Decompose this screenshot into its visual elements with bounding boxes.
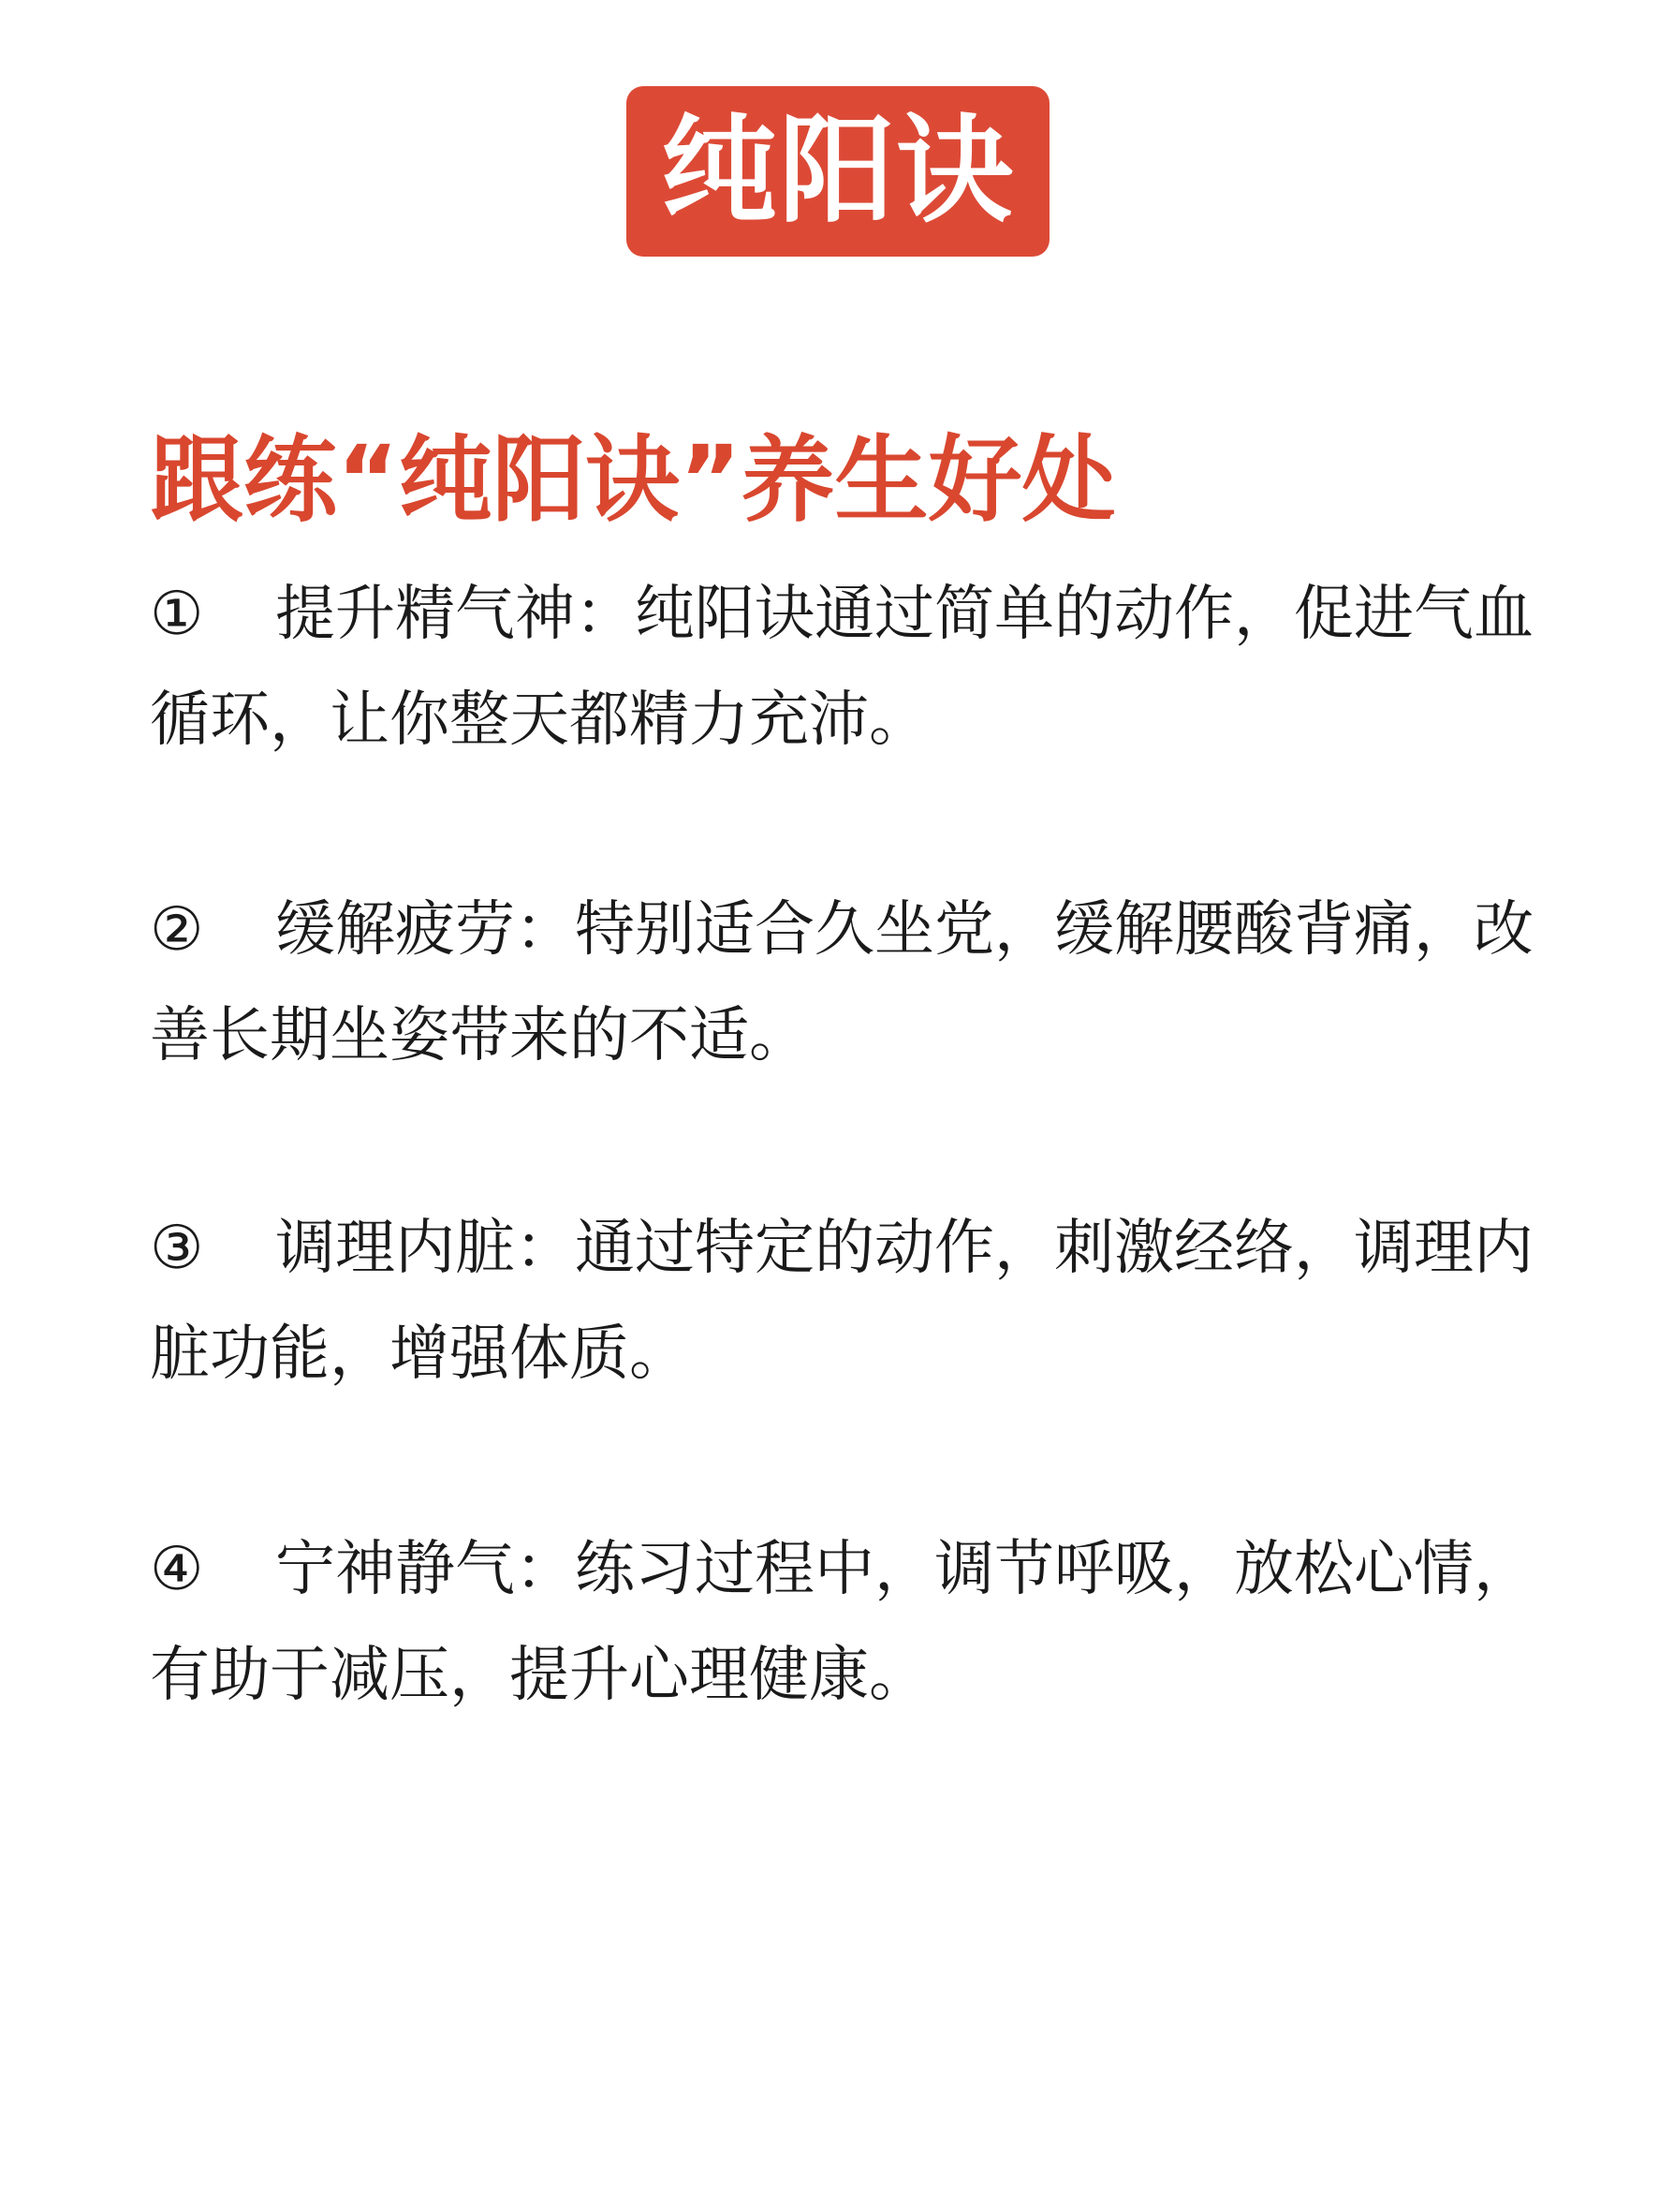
item-text: 提升精气神：纯阳诀通过简单的动作，促进气血循环，让你整天都精力充沛。	[150, 580, 1534, 755]
item-text: 宁神静气：练习过程中，调节呼吸，放松心情，有助于减压，提升心理健康。	[150, 1535, 1534, 1710]
item-number: ④	[150, 1535, 204, 1604]
list-item	[150, 877, 1535, 1089]
page-title: 纯阳诀	[660, 104, 1015, 239]
item-text: 调理内脏：通过特定的动作，刺激经络，调理内脏功能，增强体质。	[150, 1214, 1534, 1389]
title-badge	[626, 86, 1050, 257]
item-text: 缓解疲劳：特别适合久坐党，缓解腰酸背痛，改善长期坐姿带来的不适。	[150, 895, 1534, 1070]
section-heading: 跟练“纯阳诀”养生好处	[150, 425, 1116, 535]
list-item	[150, 1517, 1535, 1729]
item-number: ③	[150, 1214, 204, 1283]
list-item	[150, 562, 1535, 774]
item-number: ①	[150, 580, 204, 649]
item-number: ②	[150, 895, 204, 965]
list-item	[150, 1196, 1535, 1408]
